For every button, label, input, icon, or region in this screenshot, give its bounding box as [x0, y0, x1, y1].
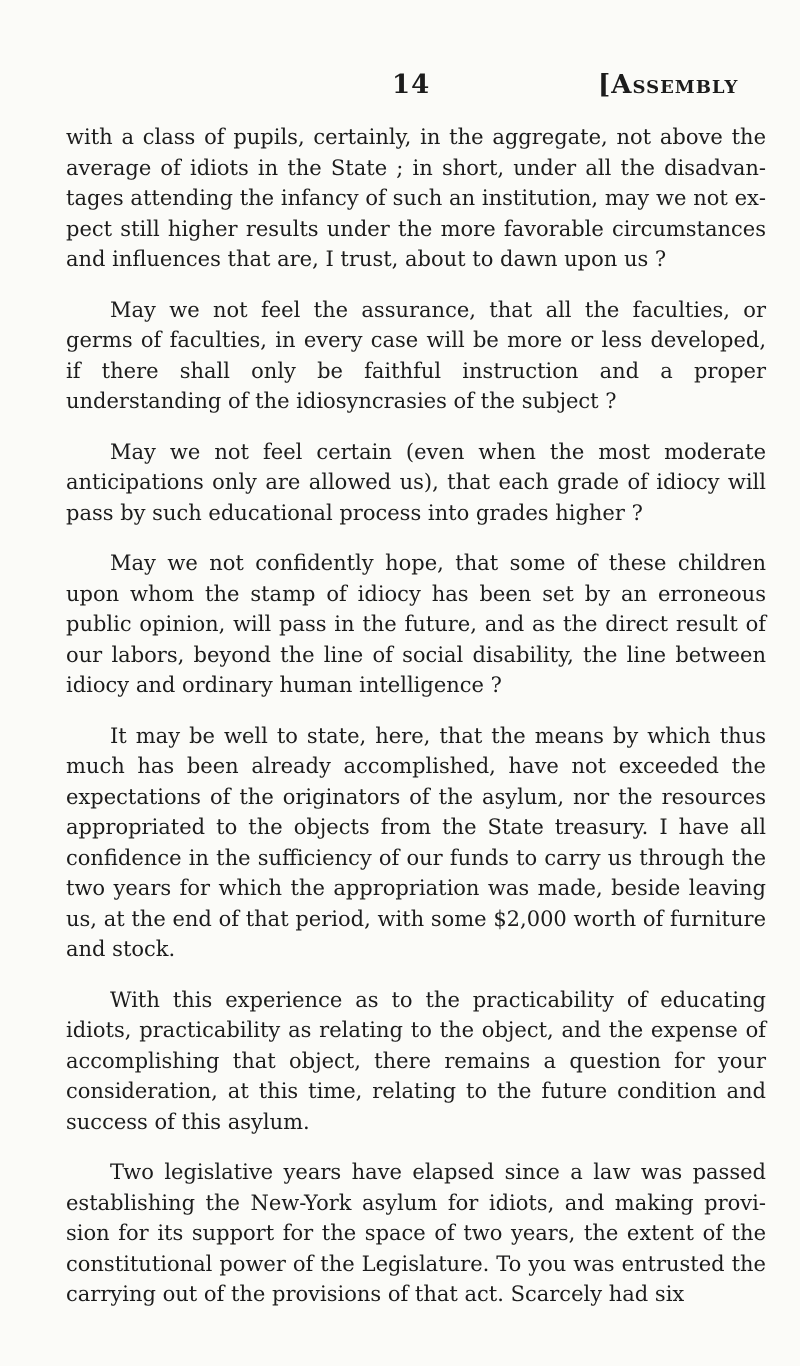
paragraph-continuation: with a class of pupils, certainly, in the aggregate, not above the average of idiots in the State ; in short, under all the disadvantages attending the infancy of such an institution, may we not expect still higher results under the more favorable circumstances and influences that are, I trust, about to dawn upon us ? — [66, 125, 766, 271]
paragraph: With this experience as to the practicability of educating idiots, practicability as relating to the object, and the expense of accomplishing that object, there remains a question for your consideration, at this time, relating to the future condition and success of this asylum. — [66, 987, 766, 1134]
paragraph: May we not confidently hope, that some of these children upon whom the stamp of idiocy has been set by an erroneous public opinion, will pass in the future, and as the direct result of our labors, beyond the line of social disability, the line between idiocy and ordinary human intelligence ? — [66, 551, 766, 697]
paragraph: It may be well to state, here, that the means by which thus much has been already accomplished, have not exceeded the expectations of the originators of the asylum, nor the resources appropriated to the objects from the State treasury. I have all confidence in the sufficiency of our funds to carry us through the two years for which the appropriation was made, beside leaving us, at the end of that period, with some $2,000 worth of furniture and stock. — [66, 723, 766, 961]
page-header — [0, 70, 800, 110]
paragraph: Two legislative years have elapsed since a law was passed establishing the New-York asylum for idiots, and making provision for its support for the space of two years, the extent of the constitutional power of the Legislature. To you was entrusted the carrying out of the provisions of that act. Scarcely had six — [66, 1160, 766, 1306]
running-head: [Assembly — [598, 70, 739, 100]
paragraph: May we not feel certain (even when the most moderate anticipations only are allowed us), that each grade of idiocy will pass by such educational process into grades higher ? — [66, 439, 766, 525]
page-number: 14 — [392, 70, 431, 100]
body-text — [66, 122, 766, 1310]
paragraph: May we not feel the assurance, that all the faculties, or germs of faculties, in every case will be more or less developed, if there shall only be faithful instruction and a proper understanding of the idiosyncrasies of the subject ? — [66, 297, 766, 413]
